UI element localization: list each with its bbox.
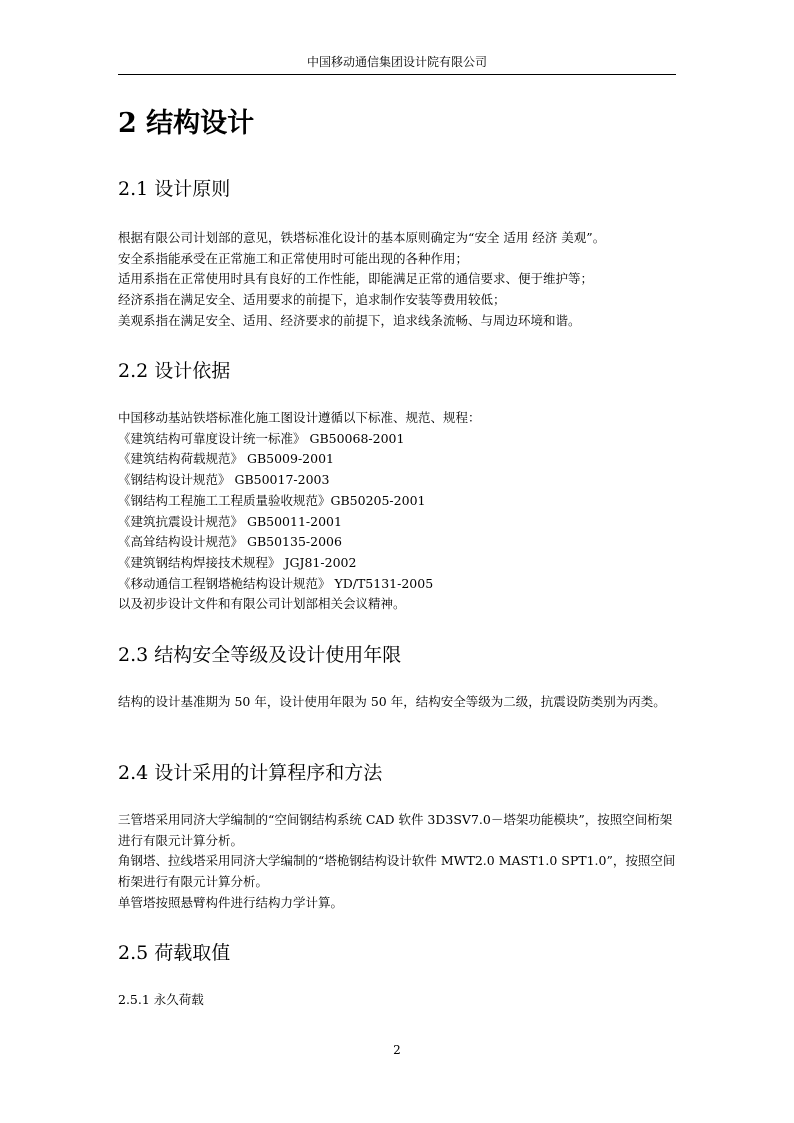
chapter-title: 2 结构设计 (118, 108, 255, 139)
standard-item: 《建筑抗震设计规范》 GB50011-2001 (118, 513, 342, 529)
standard-item: 《建筑结构可靠度设计统一标准》 GB50068-2001 (118, 430, 405, 446)
standard-item: 《高耸结构设计规范》 GB50135-2006 (118, 534, 342, 550)
paragraph: 三管塔采用同济大学编制的“空间钢结构系统 CAD 软件 3D3SV7.0－塔架功能模块”，按照空间桁架进行有限元计算分析。 (118, 812, 673, 848)
paragraph-line: 适用系指在正常使用时具有良好的工作性能，即能满足正常的通信要求、便于维护等； (118, 271, 594, 287)
section-title-2-2: 2.2 设计依据 (118, 360, 231, 382)
page-number: 2 (393, 1043, 401, 1057)
paragraph-line: 中国移动基站铁塔标准化施工图设计遵循以下标准、规范、规程： (118, 410, 481, 425)
section-title-2-3: 2.3 结构安全等级及设计使用年限 (118, 644, 402, 666)
section-title-2-1: 2.1 设计原则 (118, 178, 231, 200)
section-title-2-4: 2.4 设计采用的计算程序和方法 (118, 762, 383, 784)
standard-item: 《建筑结构荷载规范》 GB5009-2001 (118, 451, 334, 467)
paragraph-line: 美观系指在满足安全、适用、经济要求的前提下，追求线条流畅、与周边环境和谐。 (118, 312, 581, 328)
paragraph: 角钢塔、拉线塔采用同济大学编制的“塔桅钢结构设计软件 MWT2.0 MAST1.0 SPT1.0”，按照空间桁架进行有限元计算分析。 (118, 853, 676, 890)
paragraph: 结构的设计基准期为 50 年，设计使用年限为 50 年，结构安全等级为二级，抗震设防类别为丙类。 (118, 694, 666, 709)
paragraph-line: 以及初步设计文件和有限公司计划部相关会议精神。 (118, 596, 406, 612)
paragraph-line: 安全系指能承受在正常施工和正常使用时可能出现的各种作用； (118, 250, 469, 266)
page-header: 中国移动通信集团设计院有限公司 (118, 52, 676, 75)
standard-item: 《建筑钢结构焊接技术规程》 JGJ81-2002 (118, 554, 357, 570)
section-title-2-5: 2.5 荷载取值 (118, 942, 231, 964)
paragraph: 单管塔按照悬臂构件进行结构力学计算。 (118, 894, 344, 910)
standard-item: 《移动通信工程钢塔桅结构设计规范》 YD/T5131-2005 (118, 575, 434, 591)
section-body-2-1 (118, 228, 678, 332)
subsection-title-2-5-1: 2.5.1 永久荷载 (118, 992, 204, 1007)
paragraph-line: 经济系指在满足安全、适用要求的前提下，追求制作安装等费用较低； (118, 292, 506, 308)
standard-item: 《钢结构工程施工工程质量验收规范》GB50205-2001 (118, 492, 426, 508)
section-body-2-3 (118, 692, 678, 713)
section-body-2-4 (118, 810, 678, 914)
standard-item: 《钢结构设计规范》 GB50017-2003 (118, 472, 330, 488)
section-body-2-2 (118, 408, 678, 615)
paragraph-line: 根据有限公司计划部的意见，铁塔标准化设计的基本原则确定为“安全 适用 经济 美观”。 (118, 230, 606, 245)
